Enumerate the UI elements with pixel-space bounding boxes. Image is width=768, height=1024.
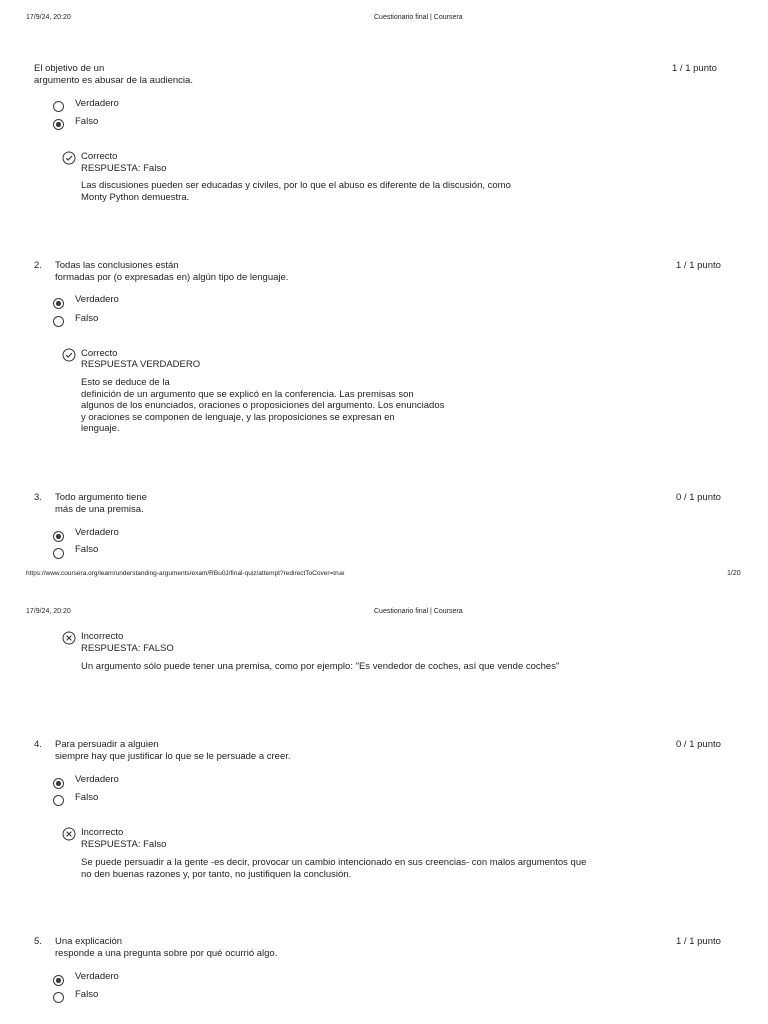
question-5-text: Una explicación responde a una pregunta sobre por qué ocurrió algo. — [55, 936, 278, 959]
question-2-feedback-status: Correcto — [81, 348, 118, 359]
x-circle-icon — [62, 827, 76, 841]
question-5-option-falso-label: Falso — [75, 989, 99, 1000]
question-1-score: 1 / 1 punto — [672, 63, 717, 74]
question-1-feedback-status: Correcto — [81, 151, 118, 162]
check-circle-icon — [62, 348, 76, 362]
question-2-score: 1 / 1 punto — [676, 260, 721, 271]
question-4-feedback-status: Incorrecto — [81, 827, 124, 838]
question-2-feedback-answer: RESPUESTA VERDADERO — [81, 359, 201, 370]
question-3-feedback-explanation: Un argumento sólo puede tener una premisa, como por ejemplo: "Es vendedor de coches, así que vende coches" — [81, 661, 560, 672]
question-4-option-verdadero-radio[interactable] — [53, 778, 64, 789]
question-3-feedback-status: Incorrecto — [81, 631, 124, 642]
question-4-text: Para persuadir a alguien siempre hay que justificar lo que se le persuade a creer. — [55, 739, 291, 762]
print-date-page-2: 17/9/24, 20:20 — [26, 608, 71, 615]
question-4-score: 0 / 1 punto — [676, 739, 721, 750]
print-date: 17/9/24, 20:20 — [26, 14, 71, 21]
question-2-text: Todas las conclusiones están formadas por (o expresadas en) algún tipo de lenguaje. — [55, 260, 289, 283]
question-5-option-verdadero-radio[interactable] — [53, 975, 64, 986]
question-4-option-falso-label: Falso — [75, 792, 99, 803]
question-3-option-verdadero-label: Verdadero — [75, 527, 119, 538]
question-1-option-verdadero-label: Verdadero — [75, 98, 119, 109]
question-1-option-falso-label: Falso — [75, 116, 99, 127]
question-2-option-verdadero-radio[interactable] — [53, 298, 64, 309]
question-4-option-verdadero-label: Verdadero — [75, 774, 119, 785]
question-4-option-falso-radio[interactable] — [53, 795, 64, 806]
question-3-option-verdadero-radio[interactable] — [53, 531, 64, 542]
question-5-option-falso-radio[interactable] — [53, 992, 64, 1003]
question-3-option-falso-label: Falso — [75, 544, 99, 555]
question-2-feedback-explanation: Esto se deduce de la definición de un argumento que se explicó en la conferencia. Las premisas son algunos de los enunciados, oraciones o proposiciones del argumento. Los enunciados y oraciones se componen de lenguaje, y las proposiciones se expresan en lenguaje. — [81, 377, 445, 434]
print-title: Cuestionario final | Coursera — [374, 14, 463, 21]
question-1-feedback-explanation: Las discusiones pueden ser educadas y civiles, por lo que el abuso es diferente de la discusión, como Monty Python demuestra. — [81, 180, 511, 203]
question-3-option-falso-radio[interactable] — [53, 548, 64, 559]
question-5-number: 5. — [34, 936, 42, 947]
question-2-option-falso-label: Falso — [75, 313, 99, 324]
footer-url: https://www.coursera.org/learn/understanding-arguments/exam/RBu0J/final-quiz/attempt?redirectToCover=true — [26, 570, 345, 577]
question-3-feedback-answer: RESPUESTA: FALSO — [81, 643, 174, 654]
question-4-feedback-explanation: Se puede persuadir a la gente -es decir, provocar un cambio intencionado en sus creencias- con malos argumentos que no den buenas razones y, por tanto, no justifiquen la conclusión. — [81, 857, 587, 880]
question-5-option-verdadero-label: Verdadero — [75, 971, 119, 982]
x-circle-icon — [62, 631, 76, 645]
question-1-feedback-answer: RESPUESTA: Falso — [81, 163, 167, 174]
question-2-number: 2. — [34, 260, 42, 271]
question-3-number: 3. — [34, 492, 42, 503]
check-circle-icon — [62, 151, 76, 165]
question-1-text: El objetivo de un argumento es abusar de la audiencia. — [34, 63, 193, 86]
question-5-score: 1 / 1 punto — [676, 936, 721, 947]
footer-page-number: 1/20 — [727, 570, 741, 577]
question-4-feedback-answer: RESPUESTA: Falso — [81, 839, 167, 850]
question-3-text: Todo argumento tiene más de una premisa. — [55, 492, 147, 515]
question-2-option-falso-radio[interactable] — [53, 316, 64, 327]
question-4-number: 4. — [34, 739, 42, 750]
question-3-score: 0 / 1 punto — [676, 492, 721, 503]
question-2-option-verdadero-label: Verdadero — [75, 294, 119, 305]
question-1-option-verdadero-radio[interactable] — [53, 101, 64, 112]
print-title-page-2: Cuestionario final | Coursera — [374, 608, 463, 615]
question-1-option-falso-radio[interactable] — [53, 119, 64, 130]
